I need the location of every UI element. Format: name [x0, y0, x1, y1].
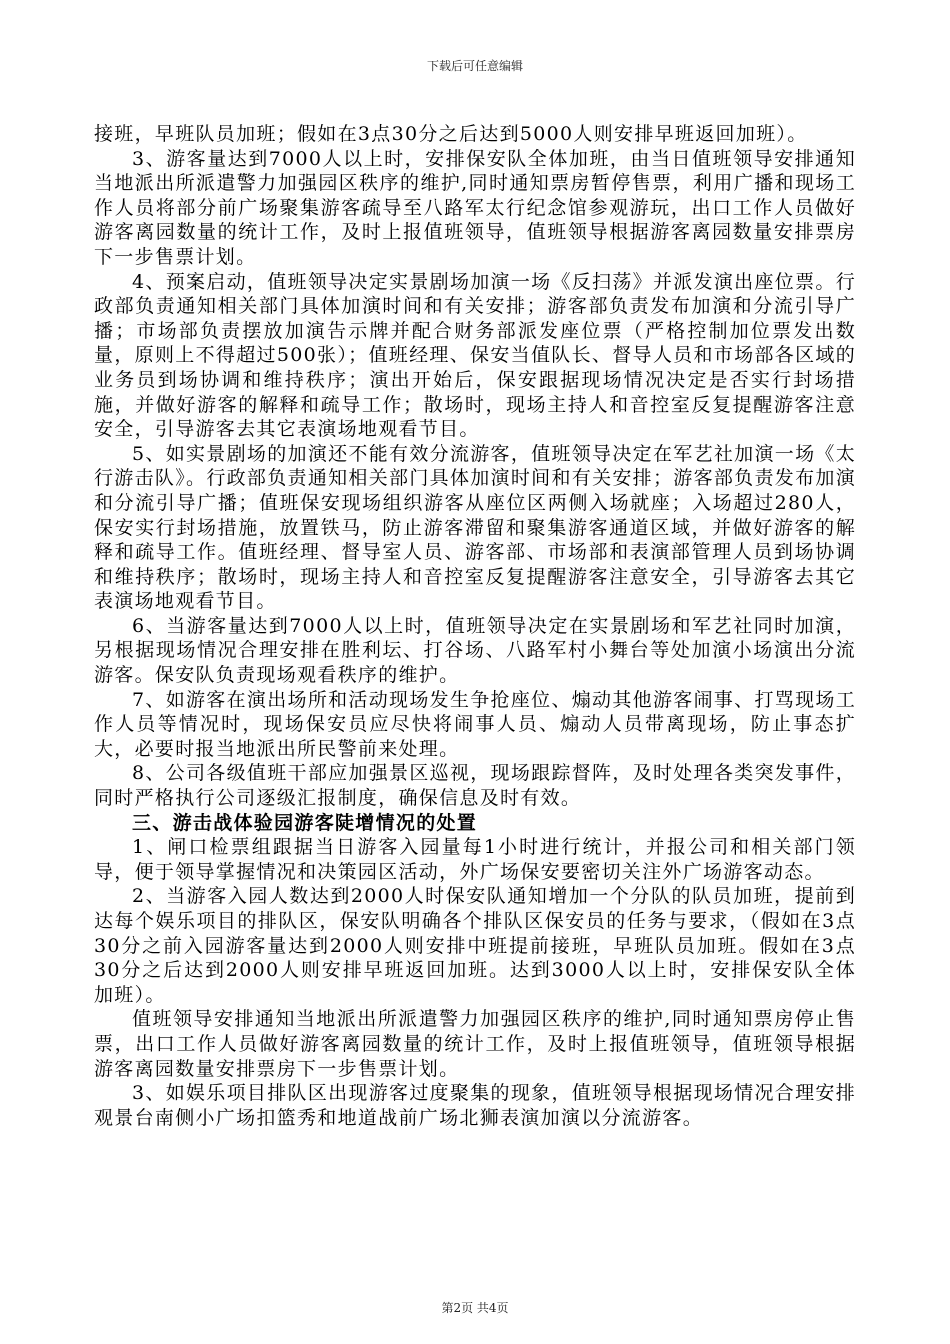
paragraph-section3-item-2: 2、当游客入园人数达到2000人时保安队通知增加一个分队的队员加班，提前到达每个娱乐项目的排队区，保安队明确各个排队区保安员的任务与要求，（假如在3点30分之前入园游客量达到2000人则安排中班提前接班，早班队员加班。假如在3点30分之后达到2000人则安排早班返回加班。达到3000人以上时，安排保安队全体加班）。 [94, 885, 856, 1006]
paragraph-item-7: 7、如游客在演出场所和活动现场发生争抢座位、煽动其他游客闹事、打骂现场工作人员等情况时，现场保安员应尽快将闹事人员、煽动人员带离现场，防止事态扩大，必要时报当地派出所民警前来处理。 [94, 688, 856, 760]
paragraph-item-6: 6、当游客量达到7000人以上时，值班领导决定在实景剧场和军艺社同时加演，另根据现场情况合理安排在胜利坛、打谷场、八路军村小舞台等处加演小场演出分流游客。保安队负责现场观看秩序的维护。 [94, 614, 856, 687]
section-heading: 三、游击战体验园游客陡增情况的处置 [132, 811, 478, 834]
paragraph-continuation: 接班，早班队员加班；假如在3点30分之后达到5000人则安排早班返回加班）。 [94, 123, 808, 145]
paragraph-section3-note: 值班领导安排通知当地派出所派遣警力加强园区秩序的维护,同时通知票房停止售票，出口工作人员做好游客离园数量的统计工作，及时上报值班领导，值班领导根据游客离园数量安排票房下一步售票计划。 [94, 1008, 856, 1080]
paragraph-item-3: 3、游客量达到7000人以上时，安排保安队全体加班，由当日值班领导安排通知当地派出所派遣警力加强园区秩序的维护,同时通知票房暂停售票，利用广播和现场工作人员将部分前广场聚集游客疏导至八路军太行纪念馆参观游玩，出口工作人员做好游客离园数量的统计工作，及时上报值班领导，值班领导根据游客离园数量安排票房下一步售票计划。 [94, 147, 856, 268]
paragraph-item-8: 8、公司各级值班干部应加强景区巡视，现场跟踪督阵，及时处理各类突发事件，同时严格执行公司逐级汇报制度，确保信息及时有效。 [94, 762, 856, 810]
page-number: 第2页 共4页 [441, 1301, 509, 1315]
paragraph-item-5: 5、如实景剧场的加演还不能有效分流游客，值班领导决定在军艺社加演一场《太行游击队》。行政部负责通知相关部门具体加演时间和有关安排；游客部负责发布加演和分流引导广播；值班保安现场组织游客从座位区两侧入场就座；入场超过280人，保安实行封场措施，放置铁马，防止游客滞留和聚集游客通道区域，并做好游客的解释和疏导工作。值班经理、督导室人员、游客部、市场部和表演部管理人员到场协调和维持秩序；散场时，现场主持人和音控室反复提醒游客注意安全，引导游客去其它表演场地观看节目。 [94, 442, 856, 613]
page-header-note: 下载后可任意编辑 [426, 59, 523, 73]
document-body [94, 122, 856, 1130]
paragraph-section3-item-1: 1、闸口检票组跟据当日游客入园量每1小时进行统计，并报公司和相关部门领导，便于领导掌握情况和决策园区活动，外广场保安要密切关注外广场游客动态。 [94, 836, 856, 883]
paragraph-item-4: 4、预案启动，值班领导决定实景剧场加演一场《反扫荡》并派发演出座位票。行政部负责通知相关部门具体加演时间和有关安排；游客部负责发布加演和分流引导广播；市场部负责摆放加演告示牌并配合财务部派发座位票（严格控制加位票发出数量，原则上不得超过500张）；值班经理、保安当值队长、督导人员和市场部各区域的业务员到场协调和维持秩序；演出开始后，保安跟据现场情况决定是否实行封场措施，并做好游客的解释和疏导工作；散场时，现场主持人和音控室反复提醒游客注意安全，引导游客去其它表演场地观看节目。 [94, 270, 856, 441]
paragraph-section3-item-3: 3、如娱乐项目排队区出现游客过度聚集的现象，值班领导根据现场情况合理安排观景台南侧小广场扣篮秀和地道战前广场北狮表演加演以分流游客。 [94, 1082, 856, 1129]
